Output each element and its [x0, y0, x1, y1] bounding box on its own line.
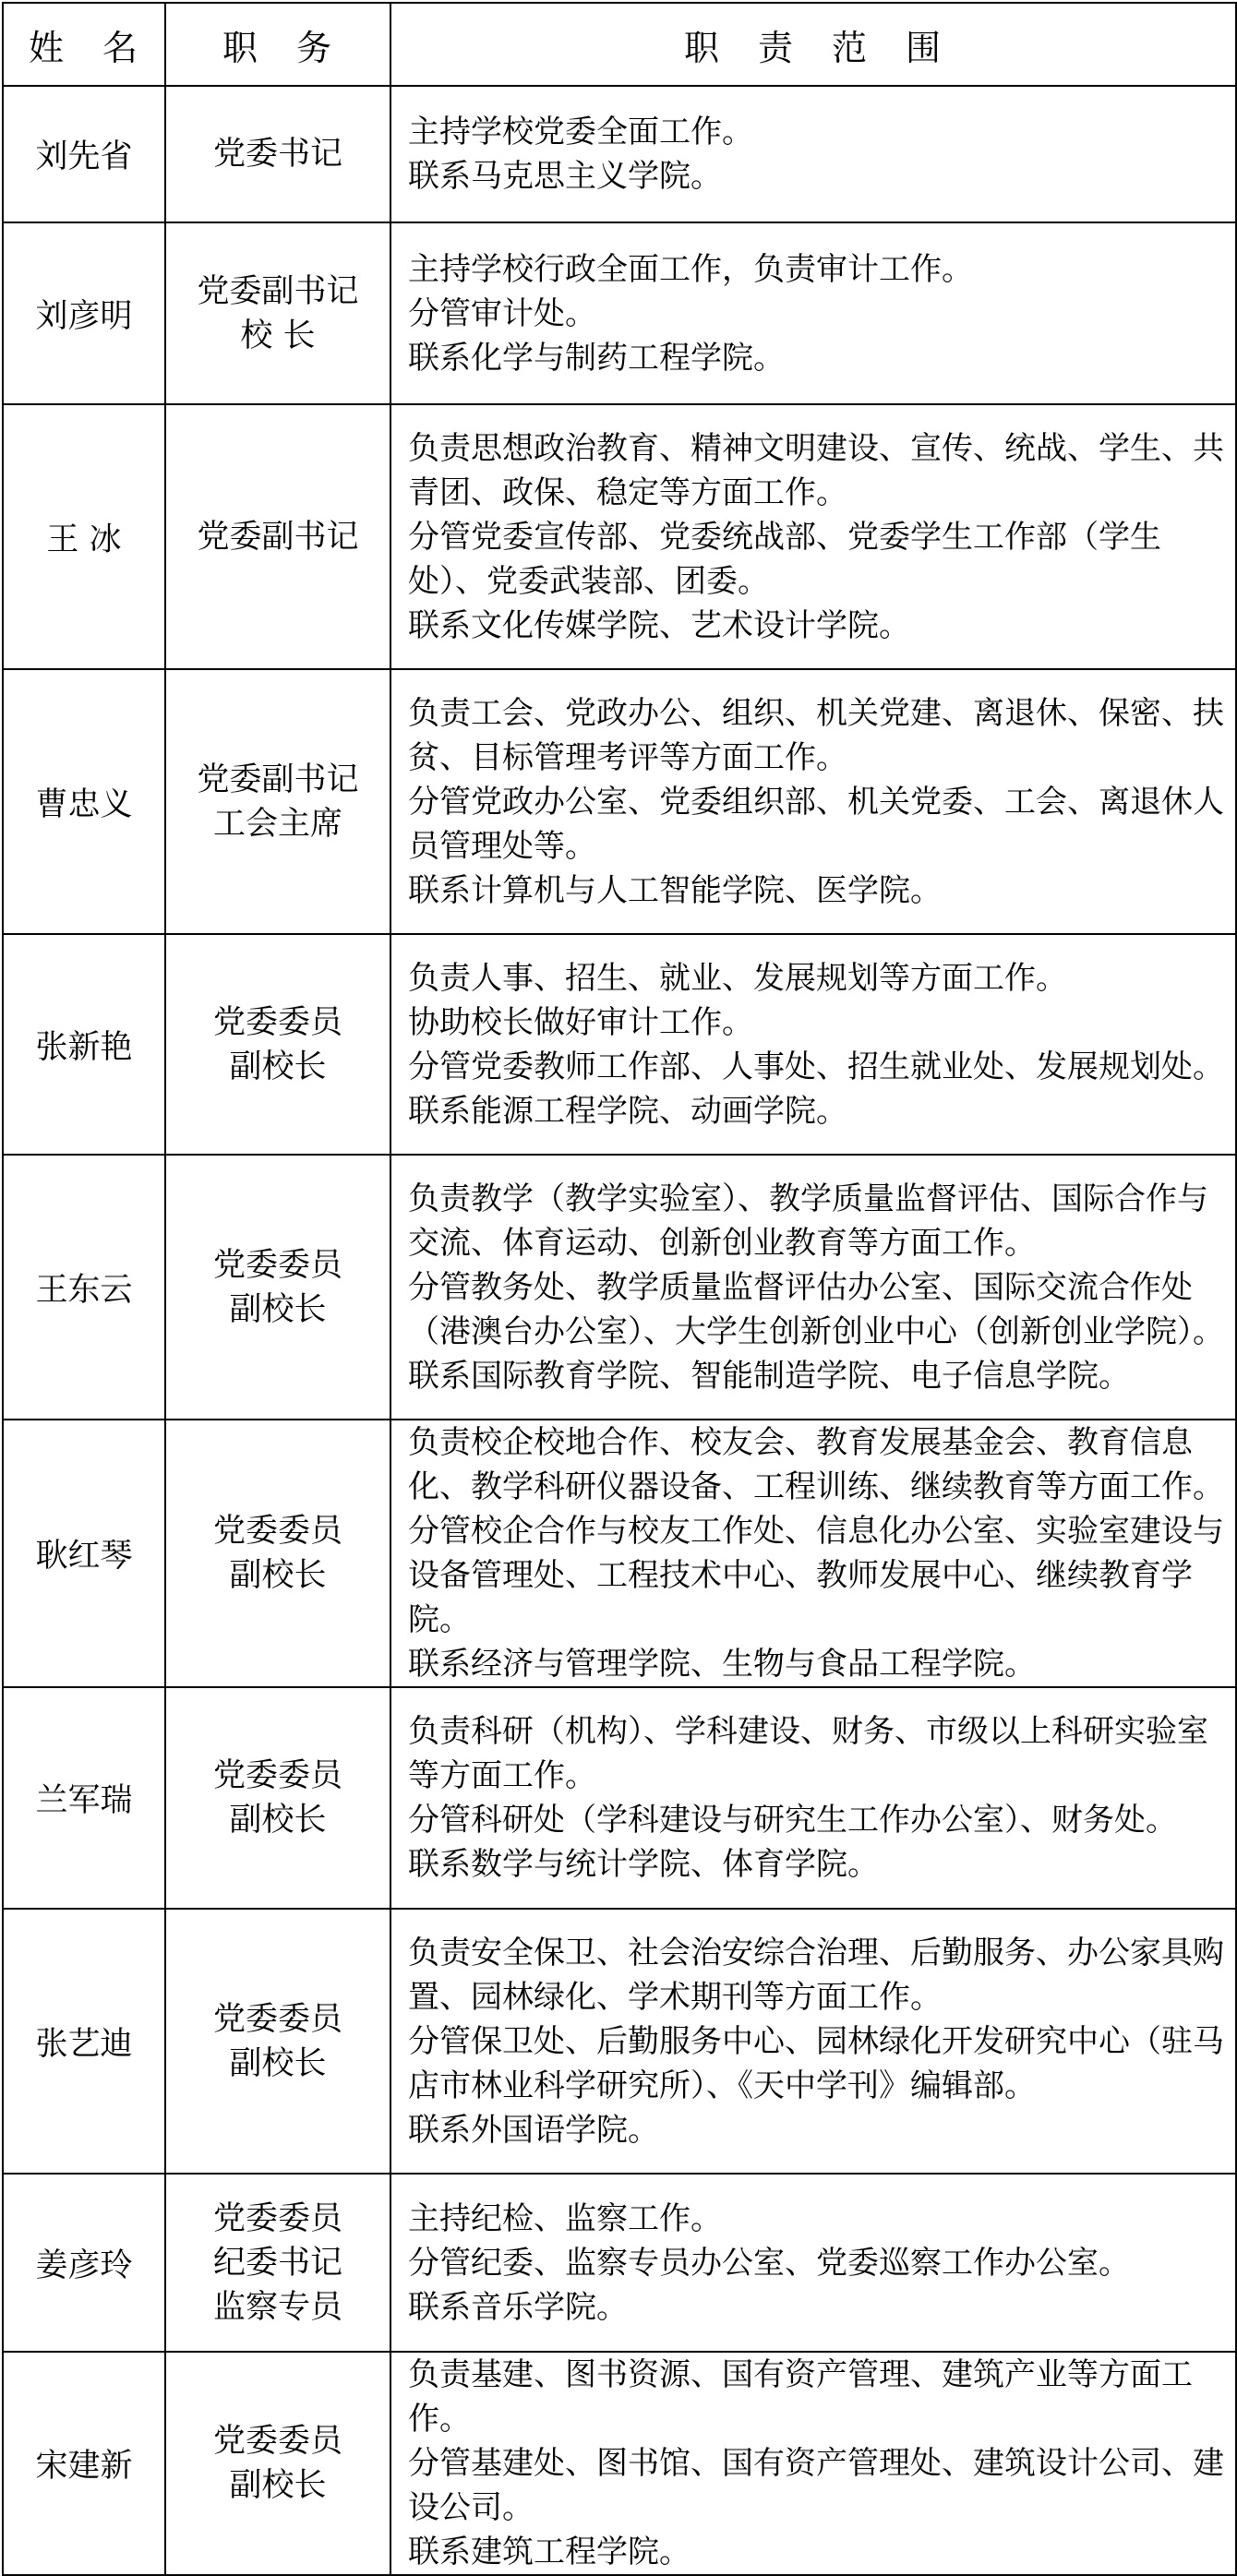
table-row — [3, 1155, 1236, 1420]
position-line: 党委副书记 — [197, 761, 359, 798]
table-row — [3, 1420, 1236, 1687]
person-name: 刘先省 — [3, 86, 165, 222]
duty-line: 负责教学（教学实验室）、教学质量监督评估、国际合作与交流、体育运动、创新创业教育等方面工作。 — [408, 1180, 1208, 1262]
duty-line: 负责安全保卫、社会治安综合治理、后勤服务、办公家具购置、园林绿化、学术期刊等方面工作。 — [408, 1934, 1224, 2016]
person-name: 王 冰 — [3, 404, 165, 669]
person-position — [165, 1687, 390, 1909]
person-name: 兰军瑞 — [3, 1687, 165, 1909]
duty-line: 分管党委宣传部、党委统战部、党委学生工作部（学生处）、党委武装部、团委。 — [408, 518, 1161, 600]
duty-scope — [390, 404, 1236, 669]
duty-scope — [390, 2352, 1236, 2575]
position-line: 监察专员 — [212, 2288, 342, 2326]
table-row — [3, 2352, 1236, 2575]
person-name: 宋建新 — [3, 2352, 165, 2575]
position-line: 校 长 — [240, 317, 316, 354]
table-row — [3, 1687, 1236, 1909]
table-row — [3, 1909, 1236, 2174]
duty-line: 分管审计处。 — [408, 294, 596, 332]
duty-line: 负责科研（机构）、学科建设、财务、市级以上科研实验室等方面工作。 — [408, 1713, 1208, 1794]
duty-line: 联系化学与制药工程学院。 — [408, 339, 785, 377]
leadership-duties-table — [2, 2, 1237, 2576]
duty-line: 联系外国语学院。 — [408, 2111, 659, 2149]
duty-scope — [390, 1687, 1236, 1909]
duty-line: 负责基建、图书资源、国有资产管理、建筑产业等方面工作。 — [408, 2356, 1193, 2438]
position-line: 党委委员 — [212, 1513, 342, 1550]
position-line: 副校长 — [229, 2044, 327, 2082]
duty-line: 联系文化传媒学院、艺术设计学院。 — [408, 606, 910, 644]
position-line: 纪委书记 — [212, 2244, 342, 2282]
header-duties: 职 责 范 围 — [390, 3, 1236, 86]
table-row — [3, 2174, 1236, 2352]
position-line: 党委委员 — [212, 1757, 342, 1794]
person-name: 姜彦玲 — [3, 2174, 165, 2352]
position-line: 副校长 — [229, 1048, 327, 1085]
person-position — [165, 222, 390, 404]
person-position — [165, 2352, 390, 2575]
position-line: 党委副书记 — [197, 272, 359, 310]
position-line: 党委委员 — [212, 2199, 342, 2237]
position-line: 党委委员 — [212, 2000, 342, 2038]
person-position — [165, 1155, 390, 1420]
person-position — [165, 404, 390, 669]
person-position — [165, 86, 390, 222]
duty-scope — [390, 669, 1236, 934]
duty-line: 联系国际教育学院、智能制造学院、电子信息学院。 — [408, 1357, 1130, 1395]
person-name: 张新艳 — [3, 934, 165, 1155]
header-name: 姓 名 — [3, 3, 165, 86]
duty-scope — [390, 1155, 1236, 1420]
duty-line: 分管党政办公室、党委组织部、机关党委、工会、离退休人员管理处等。 — [408, 783, 1224, 865]
duty-line: 协助校长做好审计工作。 — [408, 1003, 753, 1041]
duty-line: 负责人事、招生、就业、发展规划等方面工作。 — [408, 959, 1067, 997]
person-name: 曹忠义 — [3, 669, 165, 934]
duty-scope — [390, 86, 1236, 222]
duty-line: 联系数学与统计学院、体育学院。 — [408, 1846, 879, 1883]
duty-scope — [390, 934, 1236, 1155]
person-position — [165, 669, 390, 934]
person-name: 王东云 — [3, 1155, 165, 1420]
position-line: 党委委员 — [212, 1003, 342, 1041]
duty-line: 联系经济与管理学院、生物与食品工程学院。 — [408, 1646, 1036, 1683]
duty-line: 主持纪检、监察工作。 — [408, 2199, 722, 2237]
table-row — [3, 934, 1236, 1155]
position-line: 党委副书记 — [197, 518, 359, 556]
duty-line: 联系建筑工程学院。 — [408, 2534, 691, 2570]
position-line: 副校长 — [229, 1802, 327, 1839]
duty-line: 分管纪委、监察专员办公室、党委巡察工作办公室。 — [408, 2244, 1130, 2282]
table-row — [3, 86, 1236, 222]
duty-line: 分管科研处（学科建设与研究生工作办公室）、财务处。 — [408, 1802, 1177, 1839]
table-row — [3, 669, 1236, 934]
duty-scope — [390, 1909, 1236, 2174]
duty-scope — [390, 1420, 1236, 1687]
duty-line: 分管教务处、教学质量监督评估办公室、国际交流合作处（港澳台办公室）、大学生创新创业中心（创新创业学院）。 — [408, 1268, 1224, 1350]
table-body — [3, 86, 1236, 2575]
position-line: 党委委员 — [212, 2423, 342, 2460]
position-line: 副校长 — [229, 1290, 327, 1328]
header-row — [3, 3, 1236, 86]
position-line: 副校长 — [229, 1557, 327, 1594]
duty-line: 分管党委教师工作部、人事处、招生就业处、发展规划处。 — [408, 1048, 1224, 1085]
duty-line: 负责工会、党政办公、组织、机关党建、离退休、保密、扶贫、目标管理考评等方面工作。 — [408, 694, 1224, 776]
position-line: 副校长 — [229, 2467, 327, 2504]
person-name: 刘彦明 — [3, 222, 165, 404]
duty-line: 分管保卫处、后勤服务中心、园林绿化开发研究中心（驻马店市林业科学研究所）、《天中学刊》编辑部。 — [408, 2022, 1224, 2104]
duty-line: 主持学校行政全面工作，负责审计工作。 — [408, 250, 973, 288]
duty-scope — [390, 2174, 1236, 2352]
position-line: 党委委员 — [212, 1246, 342, 1284]
person-name: 张艺迪 — [3, 1909, 165, 2174]
duty-line: 联系马克思主义学院。 — [408, 158, 722, 195]
duty-line: 联系计算机与人工智能学院、医学院。 — [408, 871, 942, 909]
person-position — [165, 1420, 390, 1687]
duty-line: 分管校企合作与校友工作处、信息化办公室、实验室建设与设备管理处、工程技术中心、教师发展中心、继续教育学院。 — [408, 1513, 1224, 1638]
duty-scope — [390, 222, 1236, 404]
table-row — [3, 404, 1236, 669]
person-name: 耿红琴 — [3, 1420, 165, 1687]
duty-line: 联系音乐学院。 — [408, 2288, 628, 2326]
person-position — [165, 934, 390, 1155]
person-position — [165, 2174, 390, 2352]
table-row — [3, 222, 1236, 404]
duty-line: 负责校企校地合作、校友会、教育发展基金会、教育信息化、教学科研仪器设备、工程训练、继续教育等方面工作。 — [408, 1424, 1224, 1505]
position-line: 党委书记 — [212, 136, 342, 173]
duty-line: 分管基建处、图书馆、国有资产管理处、建筑设计公司、建设公司。 — [408, 2445, 1224, 2526]
duty-line: 负责思想政治教育、精神文明建设、宣传、统战、学生、共青团、政保、稳定等方面工作。 — [408, 429, 1224, 511]
duty-line: 主持学校党委全面工作。 — [408, 114, 753, 150]
duty-line: 联系能源工程学院、动画学院。 — [408, 1092, 847, 1130]
person-position — [165, 1909, 390, 2174]
header-position: 职 务 — [165, 3, 390, 86]
position-line: 工会主席 — [212, 805, 342, 843]
